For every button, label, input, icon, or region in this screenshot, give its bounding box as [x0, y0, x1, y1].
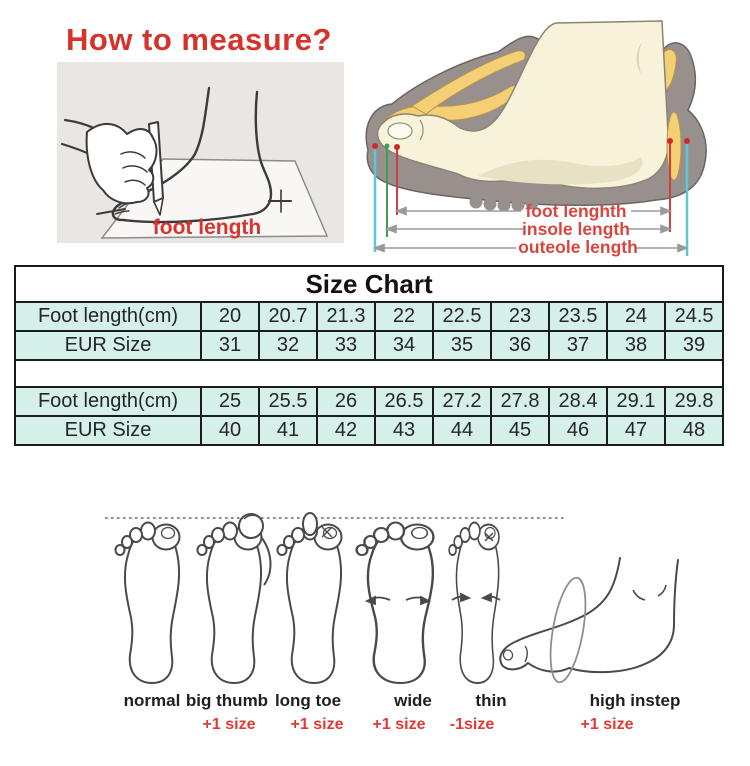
eur-size-value: 43: [375, 416, 433, 445]
eur-size-value: 34: [375, 331, 433, 360]
size-adjustment-long-toe: +1 size: [290, 716, 344, 733]
foot-length-value: 24.5: [665, 302, 723, 331]
eur-size-label: EUR Size: [15, 416, 201, 445]
foot-length-value: 28.4: [549, 387, 607, 416]
foot-length-value: 26: [317, 387, 375, 416]
foot-type-label-thin: thin: [475, 691, 507, 710]
foot-length-value: 26.5: [375, 387, 433, 416]
eur-size-value: 47: [607, 416, 665, 445]
eur-size-value: 41: [259, 416, 317, 445]
foot-length-value: 29.1: [607, 387, 665, 416]
foot-type-label-high-instep: high instep: [589, 691, 681, 710]
eur-size-value: 48: [665, 416, 723, 445]
foot-type-label-wide: wide: [394, 691, 432, 710]
size-chart-title-row: [15, 266, 723, 302]
toenail: [388, 123, 412, 139]
foot-length-value: 21.3: [317, 302, 375, 331]
eur-size-value: 31: [201, 331, 259, 360]
foot-length-value: 20.7: [259, 302, 317, 331]
foot-length-value: 24: [607, 302, 665, 331]
foot-length-label: Foot length(cm): [15, 387, 201, 416]
foot-length-value: 20: [201, 302, 259, 331]
size-chart: [14, 265, 724, 446]
measure-illustration: [57, 62, 344, 243]
page-title: How to measure?: [66, 22, 332, 57]
size-adjustment-big-thumb: +1 size: [202, 716, 256, 733]
eur-size-value: 39: [665, 331, 723, 360]
foot-big-thumb: [198, 514, 271, 683]
foot-length-measure-label: foot lenghth: [525, 201, 627, 221]
eur-size-value: 35: [433, 331, 491, 360]
foot-length-row: [15, 302, 723, 331]
eur-size-value: 36: [491, 331, 549, 360]
foot-length-value: 23.5: [549, 302, 607, 331]
foot-length-value: 25: [201, 387, 259, 416]
foot-length-value: 29.8: [665, 387, 723, 416]
eur-size-row: [15, 416, 723, 445]
foot-length-value: 23: [491, 302, 549, 331]
eur-size-label: EUR Size: [15, 331, 201, 360]
foot-wide: [357, 523, 434, 684]
eur-size-value: 42: [317, 416, 375, 445]
eur-size-row: [15, 331, 723, 360]
size-adjustment-thin: -1size: [449, 716, 495, 733]
spacer-cell: [15, 360, 723, 387]
eur-size-value: 38: [607, 331, 665, 360]
foot-length-value: 22: [375, 302, 433, 331]
eur-size-value: 46: [549, 416, 607, 445]
eur-size-value: 32: [259, 331, 317, 360]
foot-high-instep: [500, 558, 678, 685]
size-chart-spacer-row: [15, 360, 723, 387]
size-adjustment-high-instep: +1 size: [580, 716, 634, 733]
eur-size-value: 45: [491, 416, 549, 445]
size-chart-body: [15, 266, 723, 445]
eur-size-value: 44: [433, 416, 491, 445]
size-chart-title: Size Chart: [15, 266, 723, 302]
foot-length-value: 27.8: [491, 387, 549, 416]
foot-thin: [449, 523, 500, 684]
insole-length-measure-label: insole length: [522, 219, 630, 239]
foot-length-value: 25.5: [259, 387, 317, 416]
outsole-length-measure-label: outeole length: [518, 237, 638, 257]
eur-size-value: 37: [549, 331, 607, 360]
foot-type-label-normal: normal: [123, 691, 181, 710]
size-adjustment-wide: +1 size: [372, 716, 426, 733]
foot-type-label-long-toe: long toe: [274, 691, 342, 710]
measure-caption: foot length: [152, 216, 262, 239]
foot-long-toe: [278, 513, 342, 683]
shoe-cutaway-diagram: [358, 0, 750, 260]
foot-length-value: 27.2: [433, 387, 491, 416]
foot-type-label-big-thumb: big thumb: [185, 691, 269, 710]
foot-types-illustration: [0, 503, 750, 688]
foot-length-value: 22.5: [433, 302, 491, 331]
foot-length-row: [15, 387, 723, 416]
eur-size-value: 33: [317, 331, 375, 360]
eur-size-value: 40: [201, 416, 259, 445]
foot-length-label: Foot length(cm): [15, 302, 201, 331]
foot-normal: [116, 523, 180, 684]
